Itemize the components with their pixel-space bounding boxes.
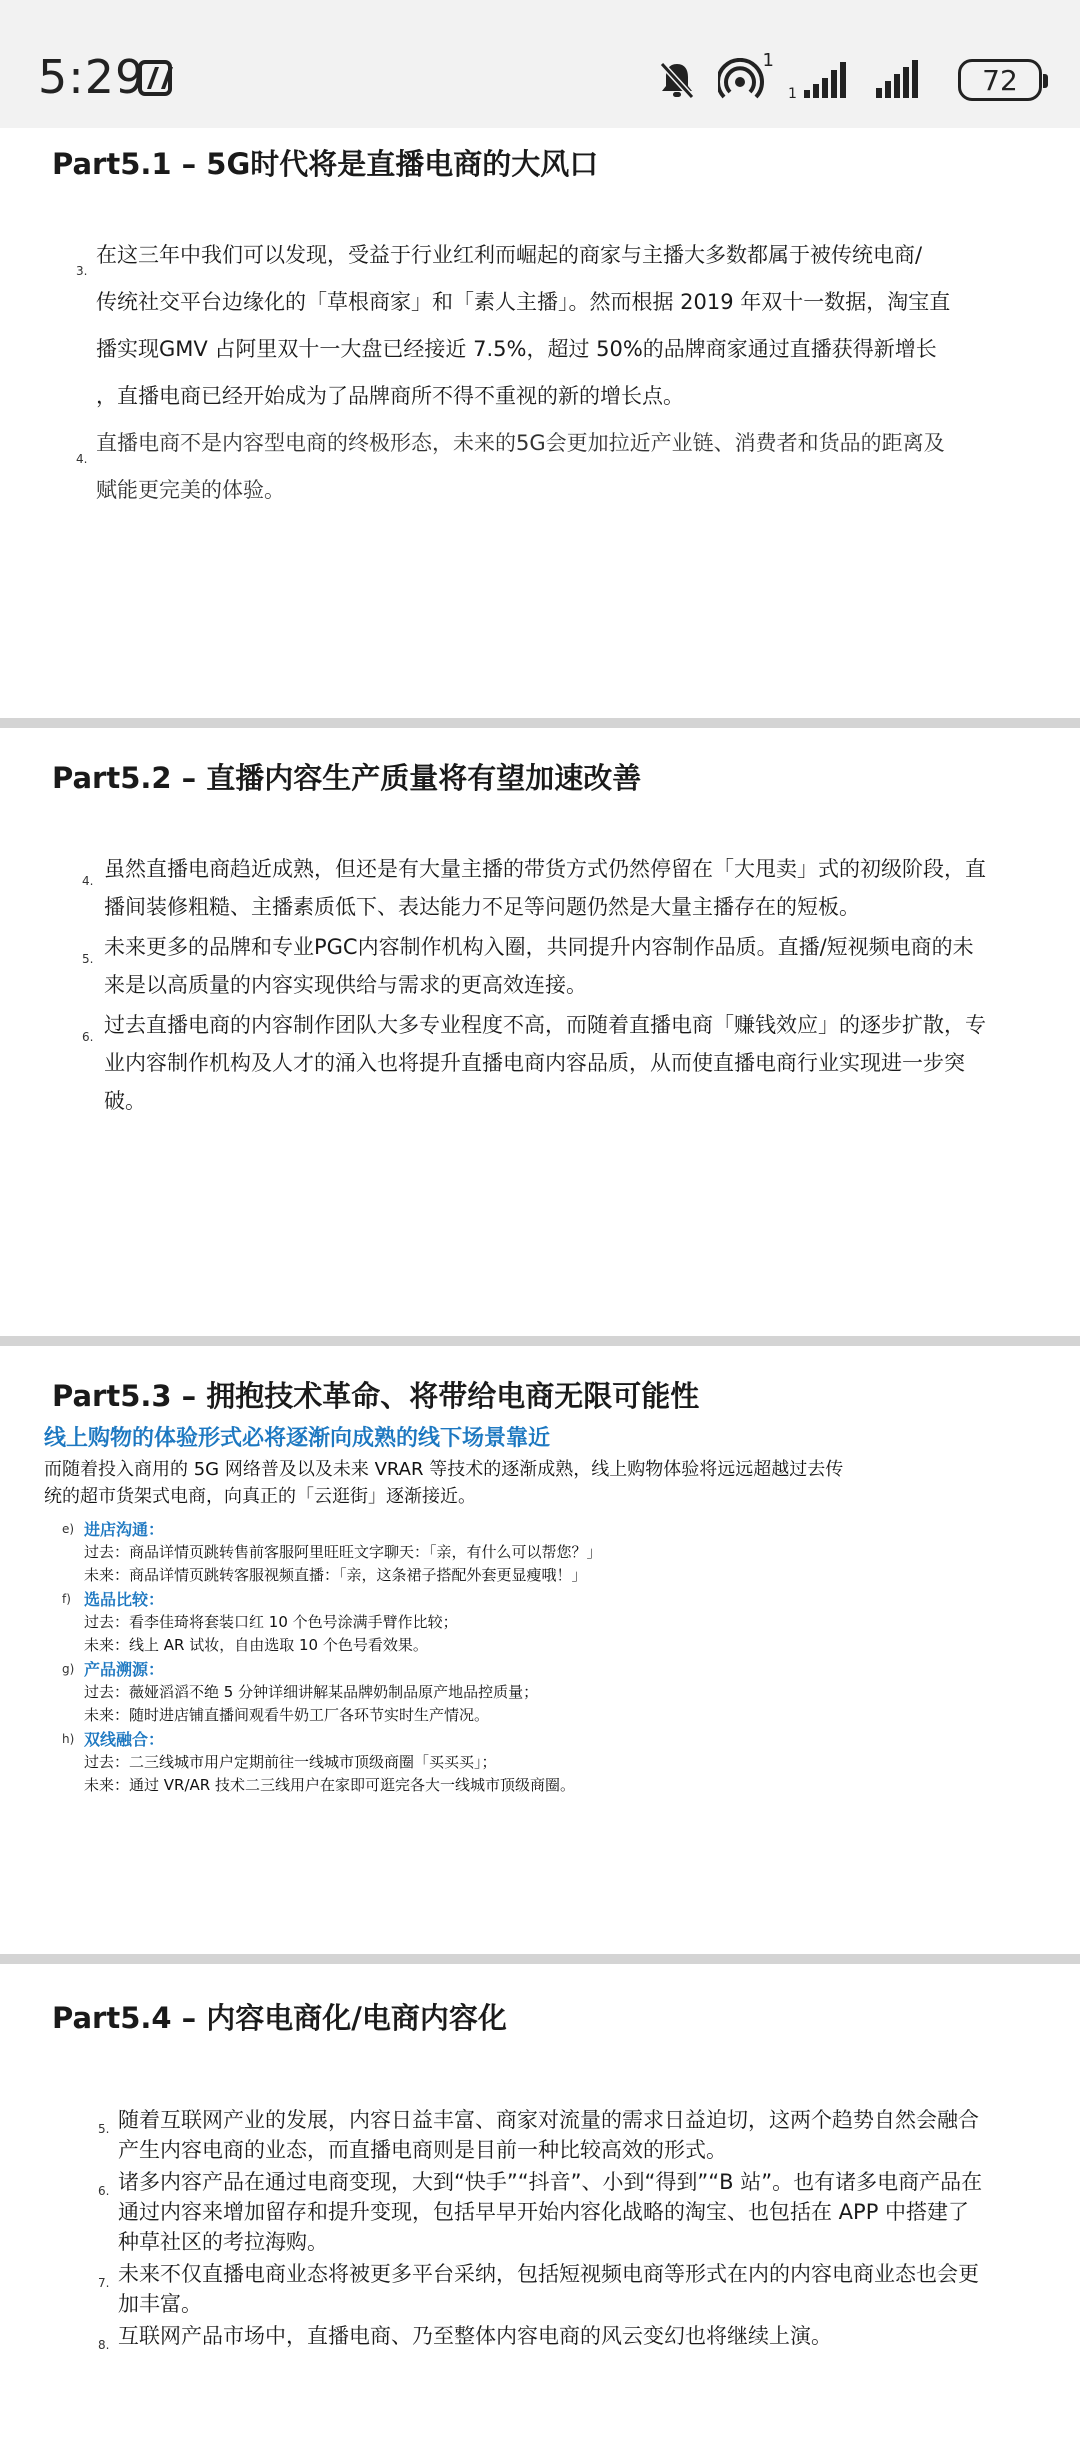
item-line: 过去直播电商的内容制作团队大多专业程度不高，而随着直播电商「赚钱效应」的逐步扩散，专 <box>104 1013 986 1037</box>
slide-part-5-1 <box>0 128 1080 718</box>
status-time: 5:29 <box>38 50 146 104</box>
group-title: 产品溯源： <box>84 1660 165 1679</box>
group-title: 进店沟通： <box>84 1520 165 1539</box>
nfc-icon <box>138 60 172 96</box>
group-letter: g) <box>62 1662 75 1676</box>
group-heading <box>62 1728 962 1751</box>
group-future: 未来：通过 VR/AR 技术二三线用户在家即可逛完各大一线城市顶级商圈。 <box>84 1776 575 1794</box>
item-line: 诸多内容产品在通过电商变现，大到“快手”“抖音”、小到“得到”“B 站”。也有诸多电商产品在 <box>118 2170 983 2194</box>
item-line: 业内容制作机构及人才的涌入也将提升直播电商内容品质，从而使直播电商行业实现进一步突 <box>104 1051 965 1075</box>
intro-line: 而随着投入商用的 5G 网络普及以及未来 VRAR 等技术的逐渐成熟，线上购物体验将远远超越过去传 <box>44 1459 844 1480</box>
list-item <box>76 232 996 420</box>
battery-icon <box>958 59 1042 101</box>
status-icons <box>658 50 1042 104</box>
bullet-list <box>76 232 996 514</box>
item-number: 3. <box>76 264 88 278</box>
list-item <box>82 928 1004 1004</box>
comparison-group <box>62 1728 962 1797</box>
list-item <box>76 420 996 514</box>
list-item <box>82 1006 1004 1120</box>
group-future: 未来：随时进店铺直播间观看牛奶工厂各环节实时生产情况。 <box>84 1706 490 1724</box>
item-line: 未来不仅直播电商业态将被更多平台采纳，包括短视频电商等形式在内的内容电商业态也会更 <box>118 2262 979 2286</box>
comparison-group <box>62 1658 962 1727</box>
item-line: ，直播电商已经开始成为了品牌商所不得不重视的新的增长点。 <box>96 384 684 408</box>
item-line: 虽然直播电商趋近成熟，但还是有大量主播的带货方式仍然停留在「大甩卖」式的初级阶段，直 <box>104 857 986 881</box>
comparison-list <box>62 1518 962 1798</box>
item-number: 8. <box>98 2338 110 2352</box>
group-past: 过去：看李佳琦将套装口红 10 个色号涂满手臂作比较； <box>84 1613 458 1631</box>
item-line: 破。 <box>104 1089 146 1113</box>
signal-sim-label: 1 <box>788 86 797 102</box>
slide-subtitle: 线上购物的体验形式必将逐渐向成熟的线下场景靠近 <box>44 1426 551 1451</box>
slide-part-5-2 <box>0 728 1080 1336</box>
hotspot-count: 1 <box>762 50 774 71</box>
item-line: 互联网产品市场中，直播电商、乃至整体内容电商的风云变幻也将继续上演。 <box>118 2324 832 2348</box>
group-past: 过去：二三线城市用户定期前往一线城市顶级商圈「买买买」； <box>84 1753 497 1771</box>
group-heading <box>62 1518 962 1541</box>
slide-title: Part5.3 – 拥抱技术革命、将带给电商无限可能性 <box>52 1379 700 1413</box>
signal-sim1-icon <box>790 60 852 100</box>
comparison-group <box>62 1588 962 1657</box>
item-number: 5. <box>82 952 94 966</box>
battery-level: 72 <box>982 63 1018 97</box>
group-future: 未来：线上 AR 试妆，自由选取 10 个色号看效果。 <box>84 1636 428 1654</box>
list-item <box>82 850 1004 926</box>
item-line: 加丰富。 <box>118 2292 202 2316</box>
group-future: 未来：商品详情页跳转客服视频直播：「亲，这条裙子搭配外套更显瘦哦！」 <box>84 1566 587 1584</box>
item-number: 4. <box>82 874 94 888</box>
slide-title: Part5.2 – 直播内容生产质量将有望加速改善 <box>52 761 642 795</box>
signal-sim2-icon <box>874 60 936 100</box>
bullet-list <box>98 2105 1008 2353</box>
slide-title: Part5.1 – 5G时代将是直播电商的大风口 <box>52 147 599 181</box>
slide-intro <box>44 1456 964 1510</box>
group-heading <box>62 1658 962 1681</box>
status-bar <box>0 0 1080 128</box>
item-line: 通过内容来增加留存和提升变现，包括早早开始内容化战略的淘宝、也包括在 APP 中搭建了 <box>118 2200 970 2224</box>
item-line: 在这三年中我们可以发现，受益于行业红利而崛起的商家与主播大多数都属于被传统电商/ <box>96 243 923 267</box>
item-line: 直播电商不是内容型电商的终极形态，未来的5G会更加拉近产业链、消费者和货品的距离及 <box>96 431 945 455</box>
item-line: 来是以高质量的内容实现供给与需求的更高效连接。 <box>104 973 587 997</box>
group-title: 选品比较： <box>84 1590 165 1609</box>
list-item <box>98 2259 1008 2319</box>
item-number: 5. <box>98 2122 110 2136</box>
slide-title: Part5.4 – 内容电商化/电商内容化 <box>52 2001 507 2035</box>
group-past: 过去：商品详情页跳转售前客服阿里旺旺文字聊天：「亲，有什么可以帮您？」 <box>84 1543 602 1561</box>
item-line: 种草社区的考拉海购。 <box>118 2230 328 2254</box>
slide-part-5-3 <box>0 1346 1080 1954</box>
list-item <box>98 2105 1008 2165</box>
item-line: 播实现GMV 占阿里双十一大盘已经接近 7.5%，超过 50%的品牌商家通过直播获得新增长 <box>96 337 937 361</box>
item-line: 播间装修粗糙、主播素质低下、表达能力不足等问题仍然是大量主播存在的短板。 <box>104 895 860 919</box>
item-line: 随着互联网产业的发展，内容日益丰富、商家对流量的需求日益迫切，这两个趋势自然会融合 <box>118 2108 979 2132</box>
slide-part-5-4 <box>0 1964 1080 2449</box>
group-past: 过去：薇娅滔滔不绝 5 分钟详细讲解某品牌奶制品原产地品控质量； <box>84 1683 539 1701</box>
group-letter: e) <box>62 1522 75 1536</box>
list-item <box>98 2321 1008 2352</box>
slide-divider <box>0 718 1080 728</box>
slide-divider <box>0 1336 1080 1346</box>
slide-divider <box>0 1954 1080 1964</box>
item-number: 4. <box>76 452 88 466</box>
bell-muted-icon <box>658 60 696 100</box>
group-heading <box>62 1588 962 1611</box>
list-item <box>98 2167 1008 2257</box>
item-number: 6. <box>82 1030 94 1044</box>
group-letter: h) <box>62 1732 75 1746</box>
item-line: 未来更多的品牌和专业PGC内容制作机构入圈，共同提升内容制作品质。直播/短视频电商的未 <box>104 935 974 959</box>
bullet-list <box>82 850 1004 1122</box>
group-letter: f) <box>62 1592 71 1606</box>
item-line: 赋能更完美的体验。 <box>96 478 285 502</box>
hotspot-icon <box>718 50 774 102</box>
item-line: 传统社交平台边缘化的「草根商家」和「素人主播」。然而根据 2019 年双十一数据，淘宝直 <box>96 290 951 314</box>
item-line: 产生内容电商的业态，而直播电商则是目前一种比较高效的形式。 <box>118 2138 727 2162</box>
group-title: 双线融合： <box>84 1730 165 1749</box>
item-number: 6. <box>98 2184 110 2198</box>
comparison-group <box>62 1518 962 1587</box>
item-number: 7. <box>98 2276 110 2290</box>
intro-line: 统的超市货架式电商，向真正的「云逛街」逐渐接近。 <box>44 1486 476 1507</box>
